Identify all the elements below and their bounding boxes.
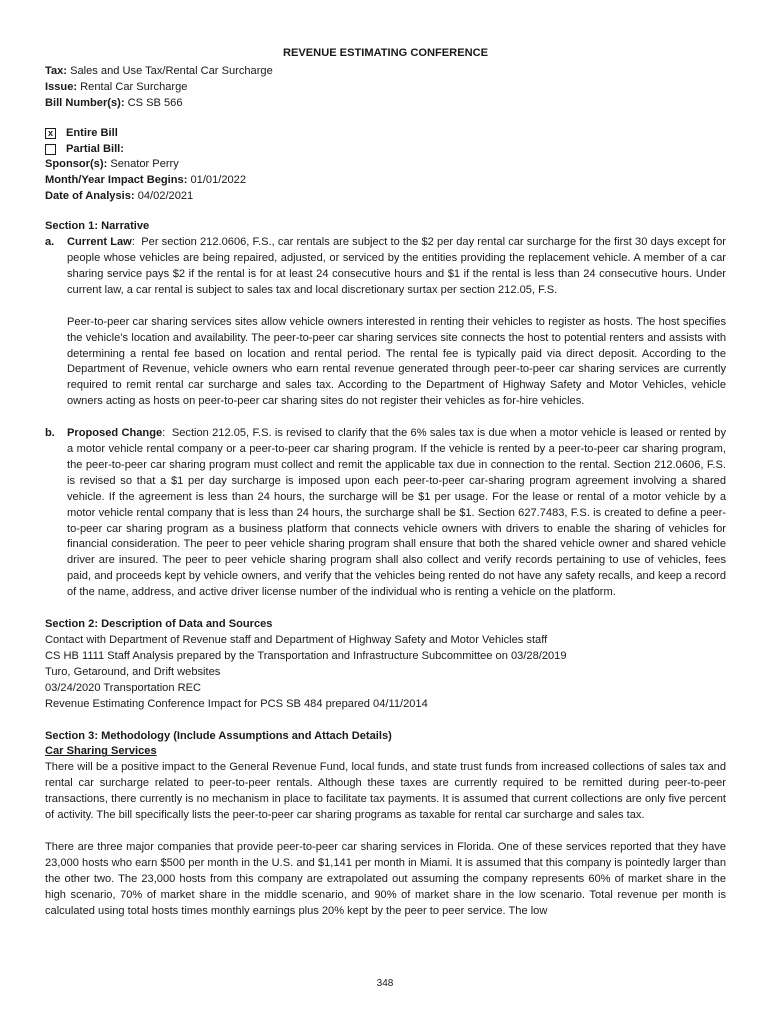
- section3-heading: Section 3: Methodology (Include Assumptions and Attach Details): [45, 729, 392, 742]
- entire-bill-option: [45, 126, 726, 142]
- page-number: 348: [376, 978, 394, 989]
- impact-begins-line: Month/Year Impact Begins: 01/01/2022: [45, 174, 247, 187]
- current-law-text: Per section 212.0606, F.S., car rentals are subject to the $2 per day rental car surcharge for the first 30 days except for people whose vehicles are being repaired, adjusted, or serviced by the entities providing the replacement vehicle. A member of a car sharing service pays $2 if the rental is for at least 24 consecutive hours and $1 if the rental is less than 24 consecutive hours. Under current law, a car rental is subject to sales tax and local discretionary surtax per section 212.05, F.S.: [67, 236, 726, 296]
- tax-label: Tax: [45, 64, 64, 77]
- partial-bill-label: Partial Bill: [66, 142, 121, 155]
- tax-value: Sales and Use Tax/Rental Car Surcharge: [70, 64, 273, 77]
- entire-bill-checkbox: x: [45, 128, 56, 139]
- section1-heading: Section 1: Narrative: [45, 220, 150, 233]
- source-line: Contact with Department of Revenue staff and Department of Highway Safety and Motor Vehicles staff: [45, 634, 548, 646]
- methodology-paragraph-1: There will be a positive impact to the General Revenue Fund, local funds, and state trust funds from increased collections of sales tax and rental car surcharge related to peer-to-peer rentals. Although these taxes are currently required to be remitted during peer-to-peer transactions, there currently is no mechanism in place to facilitate tax payments. It is assumed that current collections are only five percent of activity. The bill specifically lists the peer-to-peer car sharing programs as taxable for rental car surcharge and sales tax.: [45, 761, 726, 822]
- sponsor-label: Sponsor(s): [45, 158, 104, 171]
- impact-begins-value: 01/01/2022: [190, 174, 247, 187]
- analysis-date-line: Date of Analysis: 04/02/2021: [45, 190, 194, 203]
- current-law-item: a. Current Law: Per section 212.0606, F.S., car rentals are subject to the $2 per day rental car surcharge for the first 30 days except for people whose vehicles are being repaired, adjusted, or serviced by the entities providing the replacement vehicle. A member of a car sharing service pays $2 if the rental is for at least 24 consecutive hours and $1 if the rental is less than 24 consecutive hours. Under current law, a car rental is subject to sales tax and local discretionary surtax per section 212.05, F.S.: [45, 235, 726, 299]
- sponsor-value: Senator Perry: [110, 158, 179, 171]
- analysis-date-label: Date of Analysis: [45, 190, 131, 203]
- bill-number-line: Bill Number(s): CS SB 566: [45, 96, 183, 109]
- analysis-date-value: 04/02/2021: [137, 190, 194, 203]
- page-title: REVENUE ESTIMATING CONFERENCE: [282, 47, 489, 59]
- source-line: Revenue Estimating Conference Impact for PCS SB 484 prepared 04/11/2014: [45, 697, 428, 710]
- issue-value: Rental Car Surcharge: [80, 80, 188, 93]
- bill-number-label: Bill Number(s): [45, 96, 121, 109]
- section2-heading: Section 2: Description of Data and Sources: [45, 618, 273, 631]
- impact-begins-label: Month/Year Impact Begins: [45, 174, 184, 187]
- current-law-label: Current Law: [67, 236, 132, 249]
- issue-line: Issue: Rental Car Surcharge: [45, 80, 188, 93]
- tax-line: Tax: Sales and Use Tax/Rental Car Surcharge: [45, 64, 273, 77]
- partial-bill-option: Partial Bill :: [45, 142, 726, 158]
- proposed-change-item: b. Proposed Change: Section 212.05, F.S. is revised to clarify that the 6% sales tax is due when a motor vehicle is leased or rented by a motor vehicle rental company or a peer-to-peer car sharing program. If the vehicle is rented by a peer-to-peer car sharing program, the peer-to-peer car sharing program must collect and remit the applicable tax due in connection to the rental. Section 212.0606, F.S. is revised so that a $1 per day surcharge is imposed upon each peer-to-peer car-sharing program agreement involving a shared vehicle. If the agreement is less than 24 hours, the surcharge will be $1 per usage. For the lease or rental of a motor vehicle by a motor vehicle rental company that is less than 24 hours, the surcharge shall be $1. Section 627.7483, F.S. is created to define a peer-to-peer car sharing program as a business platform that connects vehicle owners with drivers to enable the sharing of vehicles for financial consideration. The peer to peer vehicle sharing program shall ensure that both the shared vehicle owner and shared vehicle driver are insured. The peer to peer vehicle sharing program shall also collect and verify records pertaining to use of vehicles, fees paid, and proceeds kept by vehicle owners, and verify that the vehicles being rented do not have any safety recalls, and keep a record of the name, address, and active driver license number of the individual who is renting a vehicle on the platform.: [45, 426, 726, 601]
- item-marker-a: a.: [45, 236, 55, 249]
- peer-to-peer-paragraph: Peer-to-peer car sharing services sites allow vehicle owners interested in renting their vehicles to register as hosts. The host specifies the vehicle’s location and availability. The peer-to-peer car sharing services site connects the host to potential renters and assists with determining a rental fee based on location and rental period. The rental fee is typically paid via direct deposit. According to the Department of Revenue, vehicle owners who earn rental revenue generated through peer-to-peer car sharing services are currently required to remit rental car surcharge and sales tax. According to the Department of Highway Safety and Motor Vehicles, vehicle owners acting as hosts on peer-to-peer car sharing sites do not register their vehicles as for-hire vehicles.: [67, 315, 726, 408]
- car-sharing-subheading: Car Sharing Services: [45, 745, 157, 758]
- sponsor-line: Sponsor(s): Senator Perry: [45, 158, 179, 171]
- issue-label: Issue: [45, 80, 74, 93]
- methodology-paragraph-2: There are three major companies that provide peer-to-peer car sharing services in Florida. One of these services reported that they have 23,000 hosts who earn $500 per month in the U.S. and $1,141 per month in Miami. It is assumed that this company is pointedly larger than the other two. The 23,000 hosts from this company are extrapolated out assuming the company represents 60% of market share in the high scenario, 70% of market share in the middle scenario, and 90% of market share in the low scenario. Total revenue per month is calculated using total hosts times monthly earnings plus 20% kept by the peer to peer service. The low: [45, 840, 726, 917]
- entire-bill-label: Entire Bill: [66, 126, 118, 139]
- source-line: Turo, Getaround, and Drift websites: [45, 665, 221, 678]
- item-marker-b: b.: [45, 427, 55, 440]
- source-line: 03/24/2020 Transportation REC: [45, 681, 202, 694]
- proposed-change-text: Section 212.05, F.S. is revised to clarify that the 6% sales tax is due when a motor vehicle is leased or rented by a motor vehicle rental company or a peer-to-peer car sharing program. If the vehicle is rented by a peer-to-peer car sharing program, the peer-to-peer car sharing program must collect and remit the applicable tax due in connection to the rental. Section 212.0606, F.S. is revised so that a $1 per day surcharge is imposed upon each peer-to-peer car-sharing program agreement involving a shared vehicle. If the agreement is less than 24 hours, the surcharge will be $1 per usage. For the lease or rental of a motor vehicle by a motor vehicle rental company that is less than 24 hours, the surcharge shall be $1. Section 627.7483, F.S. is created to define a peer-to-peer car sharing program as a business platform that connects vehicle owners with drivers to enable the sharing of vehicles for financial consideration. The peer to peer vehicle sharing program shall ensure that both the shared vehicle owner and shared vehicle driver are insured. The peer to peer vehicle sharing program shall also collect and verify records pertaining to use of vehicles, fees paid, and proceeds kept by vehicle owners, and verify that the vehicles being rented do not have any safety recalls, and keep a record of the name, address, and active driver license number of the individual who is renting a vehicle on the platform.: [67, 427, 726, 599]
- source-line: CS HB 1111 Staff Analysis prepared by the Transportation and Infrastructure Subcommittee on 03/28/2019: [45, 649, 567, 662]
- partial-bill-checkbox: [45, 144, 56, 155]
- proposed-change-label: Proposed Change: [67, 427, 163, 440]
- bill-number-value: CS SB 566: [127, 96, 183, 109]
